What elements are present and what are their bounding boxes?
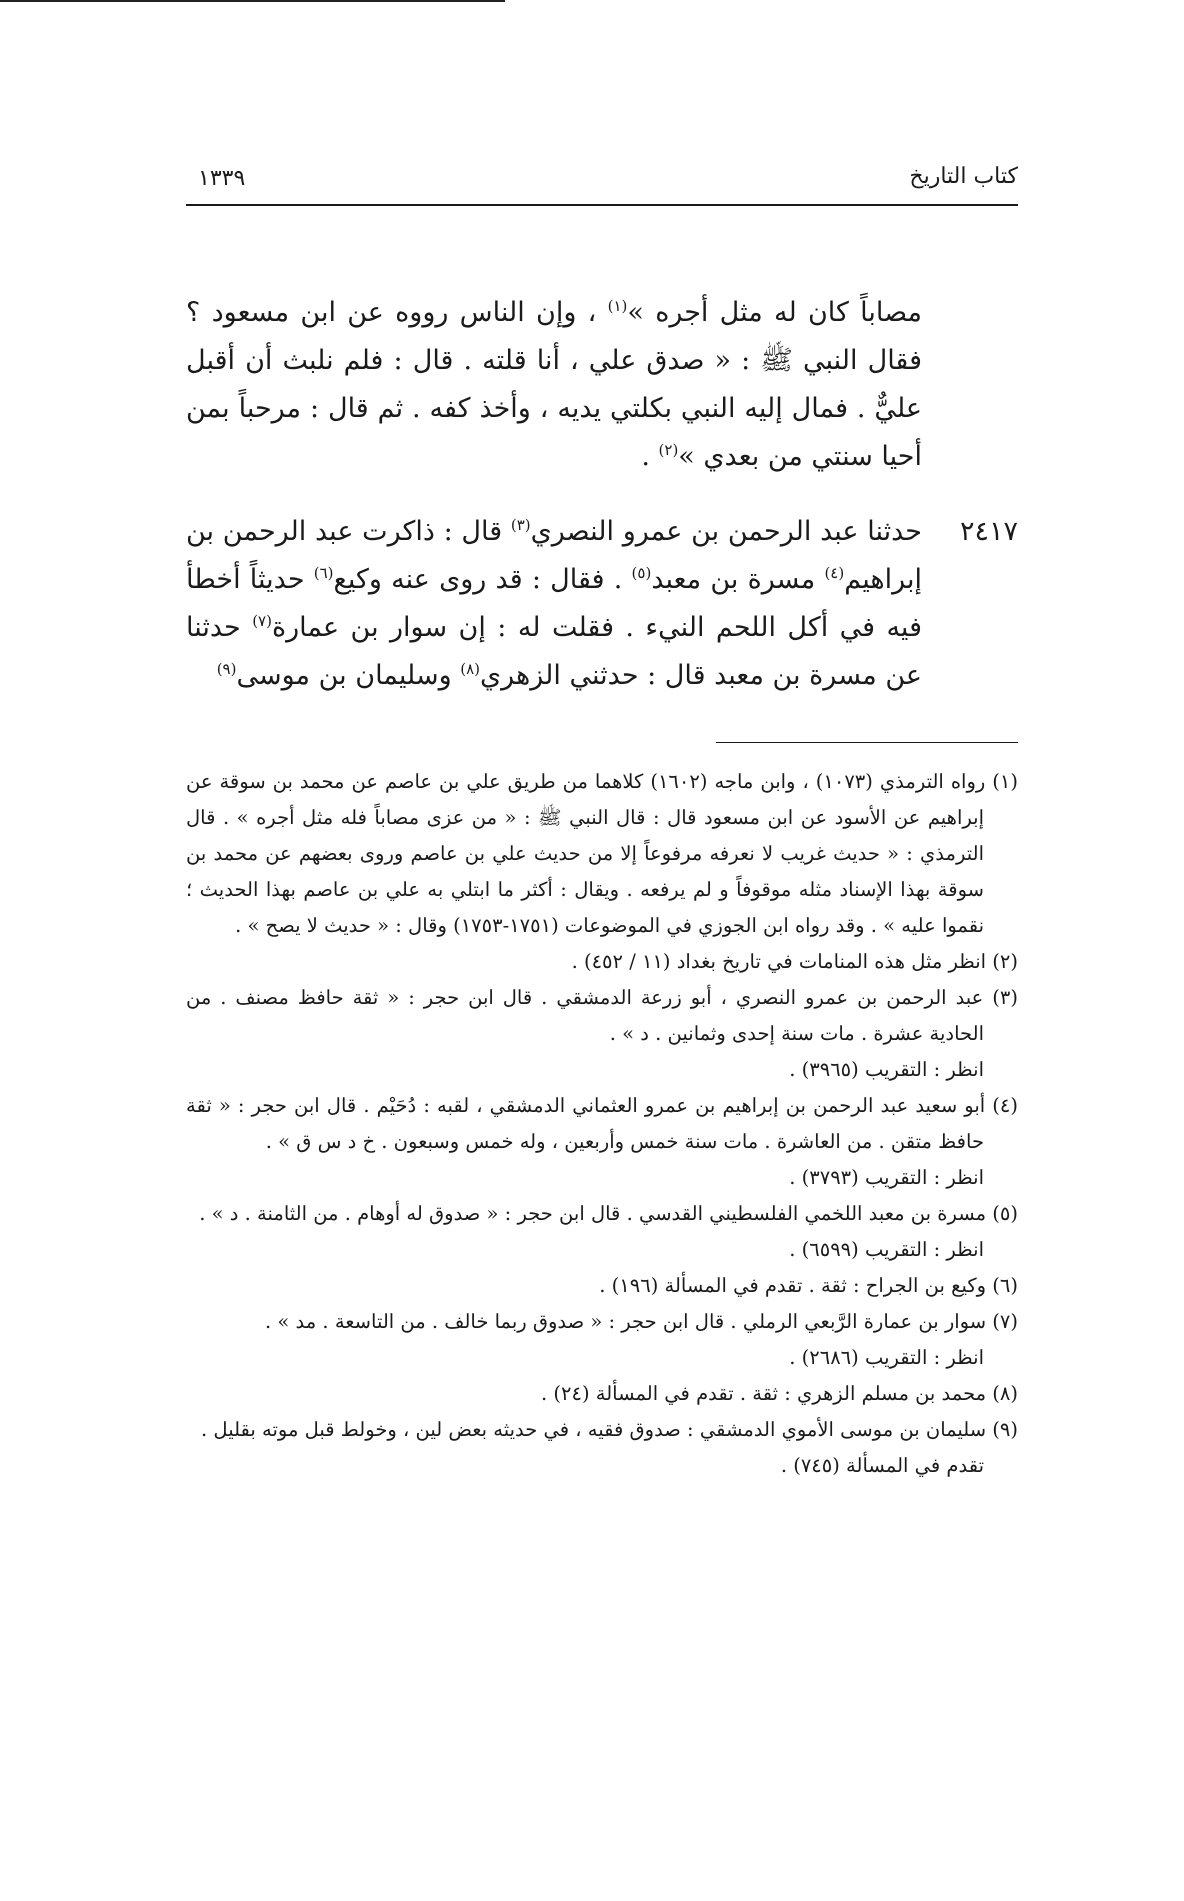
paragraph-text: مسرة بن معبد [651, 564, 825, 595]
footnote-ref[interactable]: (٣) [510, 516, 531, 534]
footnote-text: (٨) محمد بن مسلم الزهري : ثقة . تقدم في المسألة (٢٤) . [540, 1382, 1018, 1405]
paragraph-text: مصاباً كان له مثل أجره » [627, 297, 922, 328]
footnote-ref[interactable]: (٩) [216, 660, 237, 678]
paragraph-text: ، وإن الناس رووه عن ابن مسعود ؟ فقال النبي ﷺ : « صدق علي ، أنا قلته . قال : فلم نلبث أن أقبل عليٌّ . فمال إليه النبي بكلتي يديه ، وأخذ كفه . ثم قال : مرحباً بمن أحيا سنتي من بعدي » [186, 297, 922, 472]
footnote-3 [186, 980, 1018, 1088]
paragraph-text: حديثاً أخطأ فيه في أكل اللحم النيء . فقلت له : إن سوار بن عمارة [186, 564, 922, 643]
footnote-1 [186, 764, 1018, 944]
footnote-ref[interactable]: (٥) [631, 564, 652, 582]
footnote-ref[interactable]: (٧) [252, 612, 272, 630]
footnote-text: (٢) انظر مثل هذه المنامات في تاريخ بغداد (١١ / ٤٥٢) . [571, 950, 1018, 973]
footnote-reference: تقدم في المسألة (٧٤٥) . [780, 1454, 984, 1477]
footnote-6 [186, 1268, 1018, 1304]
header-title: كتاب التاريخ [909, 164, 1018, 189]
footnote-reference: انظر : التقريب (٦٥٩٩) . [789, 1238, 984, 1261]
footnote-ref[interactable]: (٤) [824, 564, 845, 582]
footnote-text: (٥) مسرة بن معبد اللخمي الفلسطيني القدسي . قال ابن حجر : « صدوق له أوهام . من الثامنة . د » . [199, 1202, 1018, 1225]
footnote-separator [716, 742, 1018, 743]
paragraph-text: . فقال : قد روى عنه وكيع [333, 564, 632, 595]
paragraph-text: وسليمان بن موسى [236, 660, 461, 691]
footnote-text: (١) رواه الترمذي (١٠٧٣) ، وابن ماجه (١٦٠٢) كلاهما من طريق علي بن عاصم عن محمد بن سوقة عن إبراهيم عن الأسود عن ابن مسعود قال : قال النبي ﷺ : « من عزى مصاباً فله مثل أجره » . قال الترمذي : « حديث غريب لا نعرفه مرفوعاً إلا من حديث علي بن عاصم وروى بعضهم عن محمد بن سوقة بهذا الإسناد مثله موقوفاً و لم يرفعه . ويقال : أكثر ما ابتلي به علي بن عاصم بهذا الحديث ؛ نقموا عليه » . وقد رواه ابن الجوزي في الموضوعات (١٧٥١-١٧٥٣) وقال : « حديث لا يصح » . [186, 770, 1018, 937]
footnote-2 [186, 944, 1018, 980]
footnote-7 [186, 1304, 1018, 1376]
footnote-text: (٤) أبو سعيد عبد الرحمن بن إبراهيم بن عمرو العثماني الدمشقي ، لقبه : دُحَيْم . قال ابن حجر : « ثقة حافظ متقن . من العاشرة . مات سنة خمس وأربعين ، وله خمس وسبعون . خ د س ق » . [186, 1094, 1018, 1153]
footnote-text: (٧) سوار بن عمارة الرَّبعي الرملي . قال ابن حجر : « صدوق ربما خالف . من التاسعة . مد » . [265, 1310, 1018, 1333]
footnotes [186, 764, 1018, 1484]
footnote-8 [186, 1376, 1018, 1412]
hadith-paragraph [186, 508, 1018, 700]
footnote-9 [186, 1412, 1018, 1484]
footnote-text: (٩) سليمان بن موسى الأموي الدمشقي : صدوق فقيه ، في حديثه بعض لين ، وخولط قبل موته بقليل . [201, 1418, 1018, 1441]
paragraph-text: حدثنا عن مسرة بن معبد قال : حدثني الزهري [186, 612, 922, 691]
paragraph-text: . [641, 441, 659, 472]
hadith-number: ٢٤١٧ [959, 516, 1018, 547]
footnote-ref[interactable]: (٦) [313, 564, 334, 582]
paragraph-text: حدثنا عبد الرحمن بن عمرو النصري [530, 516, 922, 547]
footnote-ref[interactable]: (٢) [658, 441, 679, 459]
paragraph-continued [186, 289, 922, 481]
footnote-ref[interactable]: (١) [607, 297, 628, 315]
footnote-4 [186, 1088, 1018, 1196]
footnote-text: (٣) عبد الرحمن بن عمرو النصري ، أبو زرعة الدمشقي . قال ابن حجر : « ثقة حافظ مصنف . من الحادية عشرة . مات سنة إحدى وثمانين . د » . [186, 986, 1018, 1045]
footnote-reference: انظر : التقريب (٣٧٩٣) . [789, 1166, 984, 1189]
running-header [186, 160, 1018, 206]
footnote-reference: انظر : التقريب (٣٩٦٥) . [789, 1058, 984, 1081]
scan-edge-line [0, 0, 505, 2]
footnote-5 [186, 1196, 1018, 1268]
footnote-reference: انظر : التقريب (٢٦٨٦) . [789, 1346, 984, 1369]
paragraph-text: قال : ذاكرت عبد الرحمن بن إبراهيم [186, 516, 922, 595]
footnote-ref[interactable]: (٨) [460, 660, 481, 678]
main-text [186, 262, 1018, 727]
page-number: ١٣٣٩ [198, 166, 246, 191]
hadith-text [186, 508, 922, 700]
footnote-text: (٦) وكيع بن الجراح : ثقة . تقدم في المسألة (١٩٦) . [599, 1274, 1018, 1297]
